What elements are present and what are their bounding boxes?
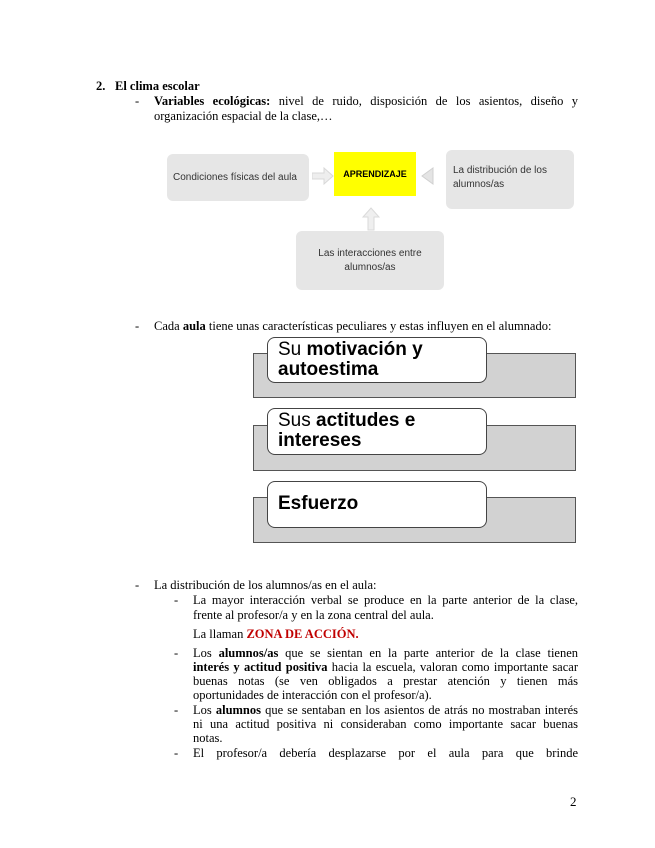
sub2-l1-a: Los — [193, 646, 212, 660]
diagram-right-line1: La distribución de los — [453, 165, 547, 176]
arrow-up-icon — [362, 207, 380, 231]
bullet2-text — [154, 319, 551, 333]
bullet2-bold: aula — [182, 319, 206, 333]
zona-accion: ZONA DE ACCIÓN. — [246, 627, 359, 641]
sub3-l1-c: que se sentaban en los asientos de atrás no mostraban interés — [265, 703, 579, 717]
sub3-line1 — [193, 703, 578, 717]
diagram-left-box — [167, 154, 309, 201]
sub3-line2: ni una actitud positiva ni consideraban como importante sacar buenas — [193, 717, 578, 731]
sub-dash: - — [174, 703, 179, 717]
sub1-line2: frente al profesor/a y en la zona central del aula. — [193, 608, 434, 622]
sub3-l1-b: alumnos — [215, 703, 261, 717]
diagram-bottom-line2: alumnos/as — [344, 262, 396, 273]
sub-dash: - — [174, 646, 179, 660]
sub4-line1: El profesor/a debería desplazarse por el aula para que brinde — [193, 746, 578, 760]
section-title: El clima escolar — [115, 79, 200, 93]
diagram-right-line2: alumnos/as — [453, 179, 505, 190]
zona-line — [193, 627, 359, 641]
bullet-dash: - — [135, 578, 140, 592]
block-bold: motivación y — [306, 339, 423, 360]
block-line2: intereses — [278, 430, 362, 451]
block-item-motivacion — [267, 337, 487, 383]
sub2-l2-rest: hacia la escuela, valoran como importante sacar — [331, 660, 578, 674]
sub2-l1-c: que se sientan en la parte anterior de la clase tienen — [285, 646, 579, 660]
block-item-actitudes — [267, 408, 487, 455]
bullet-dash: - — [135, 94, 140, 108]
sub2-line2 — [193, 660, 578, 674]
sub3-l1-a: Los — [193, 703, 212, 717]
arrow-right-icon — [312, 166, 334, 186]
diagram-center-box — [334, 152, 416, 196]
bullet3-text: La distribución de los alumnos/as en el aula: — [154, 578, 377, 592]
bullet2-suffix: tiene unas características peculiares y estas influyen en el alumnado: — [208, 319, 552, 333]
zona-prefix: La llaman — [193, 627, 244, 641]
bullet1-label: Variables ecológicas: — [154, 94, 271, 108]
block-bold: Esfuerzo — [278, 493, 359, 514]
block-item-esfuerzo — [267, 481, 487, 528]
bullet-dash: - — [135, 319, 140, 333]
diagram-left-label: Condiciones físicas del aula — [173, 172, 297, 183]
diagram-bottom-box — [296, 231, 444, 290]
bullet1-text-line2: organización espacial de la clase,… — [154, 109, 333, 123]
bullet2-prefix: Cada — [154, 319, 180, 333]
sub3-line3: notas. — [193, 731, 223, 745]
diagram-bottom-line1: Las interacciones entre — [318, 248, 422, 259]
sub-dash: - — [174, 746, 179, 760]
arrow-left-icon — [418, 166, 434, 186]
sub2-line4: oportunidades de interacción con el profesor/a). — [193, 688, 432, 702]
sub2-line1 — [193, 646, 578, 660]
section-number: 2. — [96, 79, 106, 93]
diagram-right-box — [446, 150, 574, 209]
block-plain: Sus — [278, 410, 311, 431]
block-line2: autoestima — [278, 359, 379, 380]
sub1-line1: La mayor interacción verbal se produce en la parte anterior de la clase, — [193, 593, 578, 607]
diagram-center-label: APRENDIZAJE — [343, 169, 407, 179]
bullet1-line1 — [154, 94, 578, 108]
bullet1-text-line1: nivel de ruido, disposición de los asientos, diseño y — [278, 94, 578, 108]
sub2-line3: buenas notas (se ven obligados a prestar atención y tienen más — [193, 674, 578, 688]
sub2-l2-bold: interés y actitud positiva — [193, 660, 328, 674]
page-number: 2 — [570, 794, 577, 809]
sub2-l1-b: alumnos/as — [218, 646, 279, 660]
block-bold: actitudes e — [316, 410, 416, 431]
sub-dash: - — [174, 593, 179, 607]
block-plain: Su — [278, 339, 302, 360]
